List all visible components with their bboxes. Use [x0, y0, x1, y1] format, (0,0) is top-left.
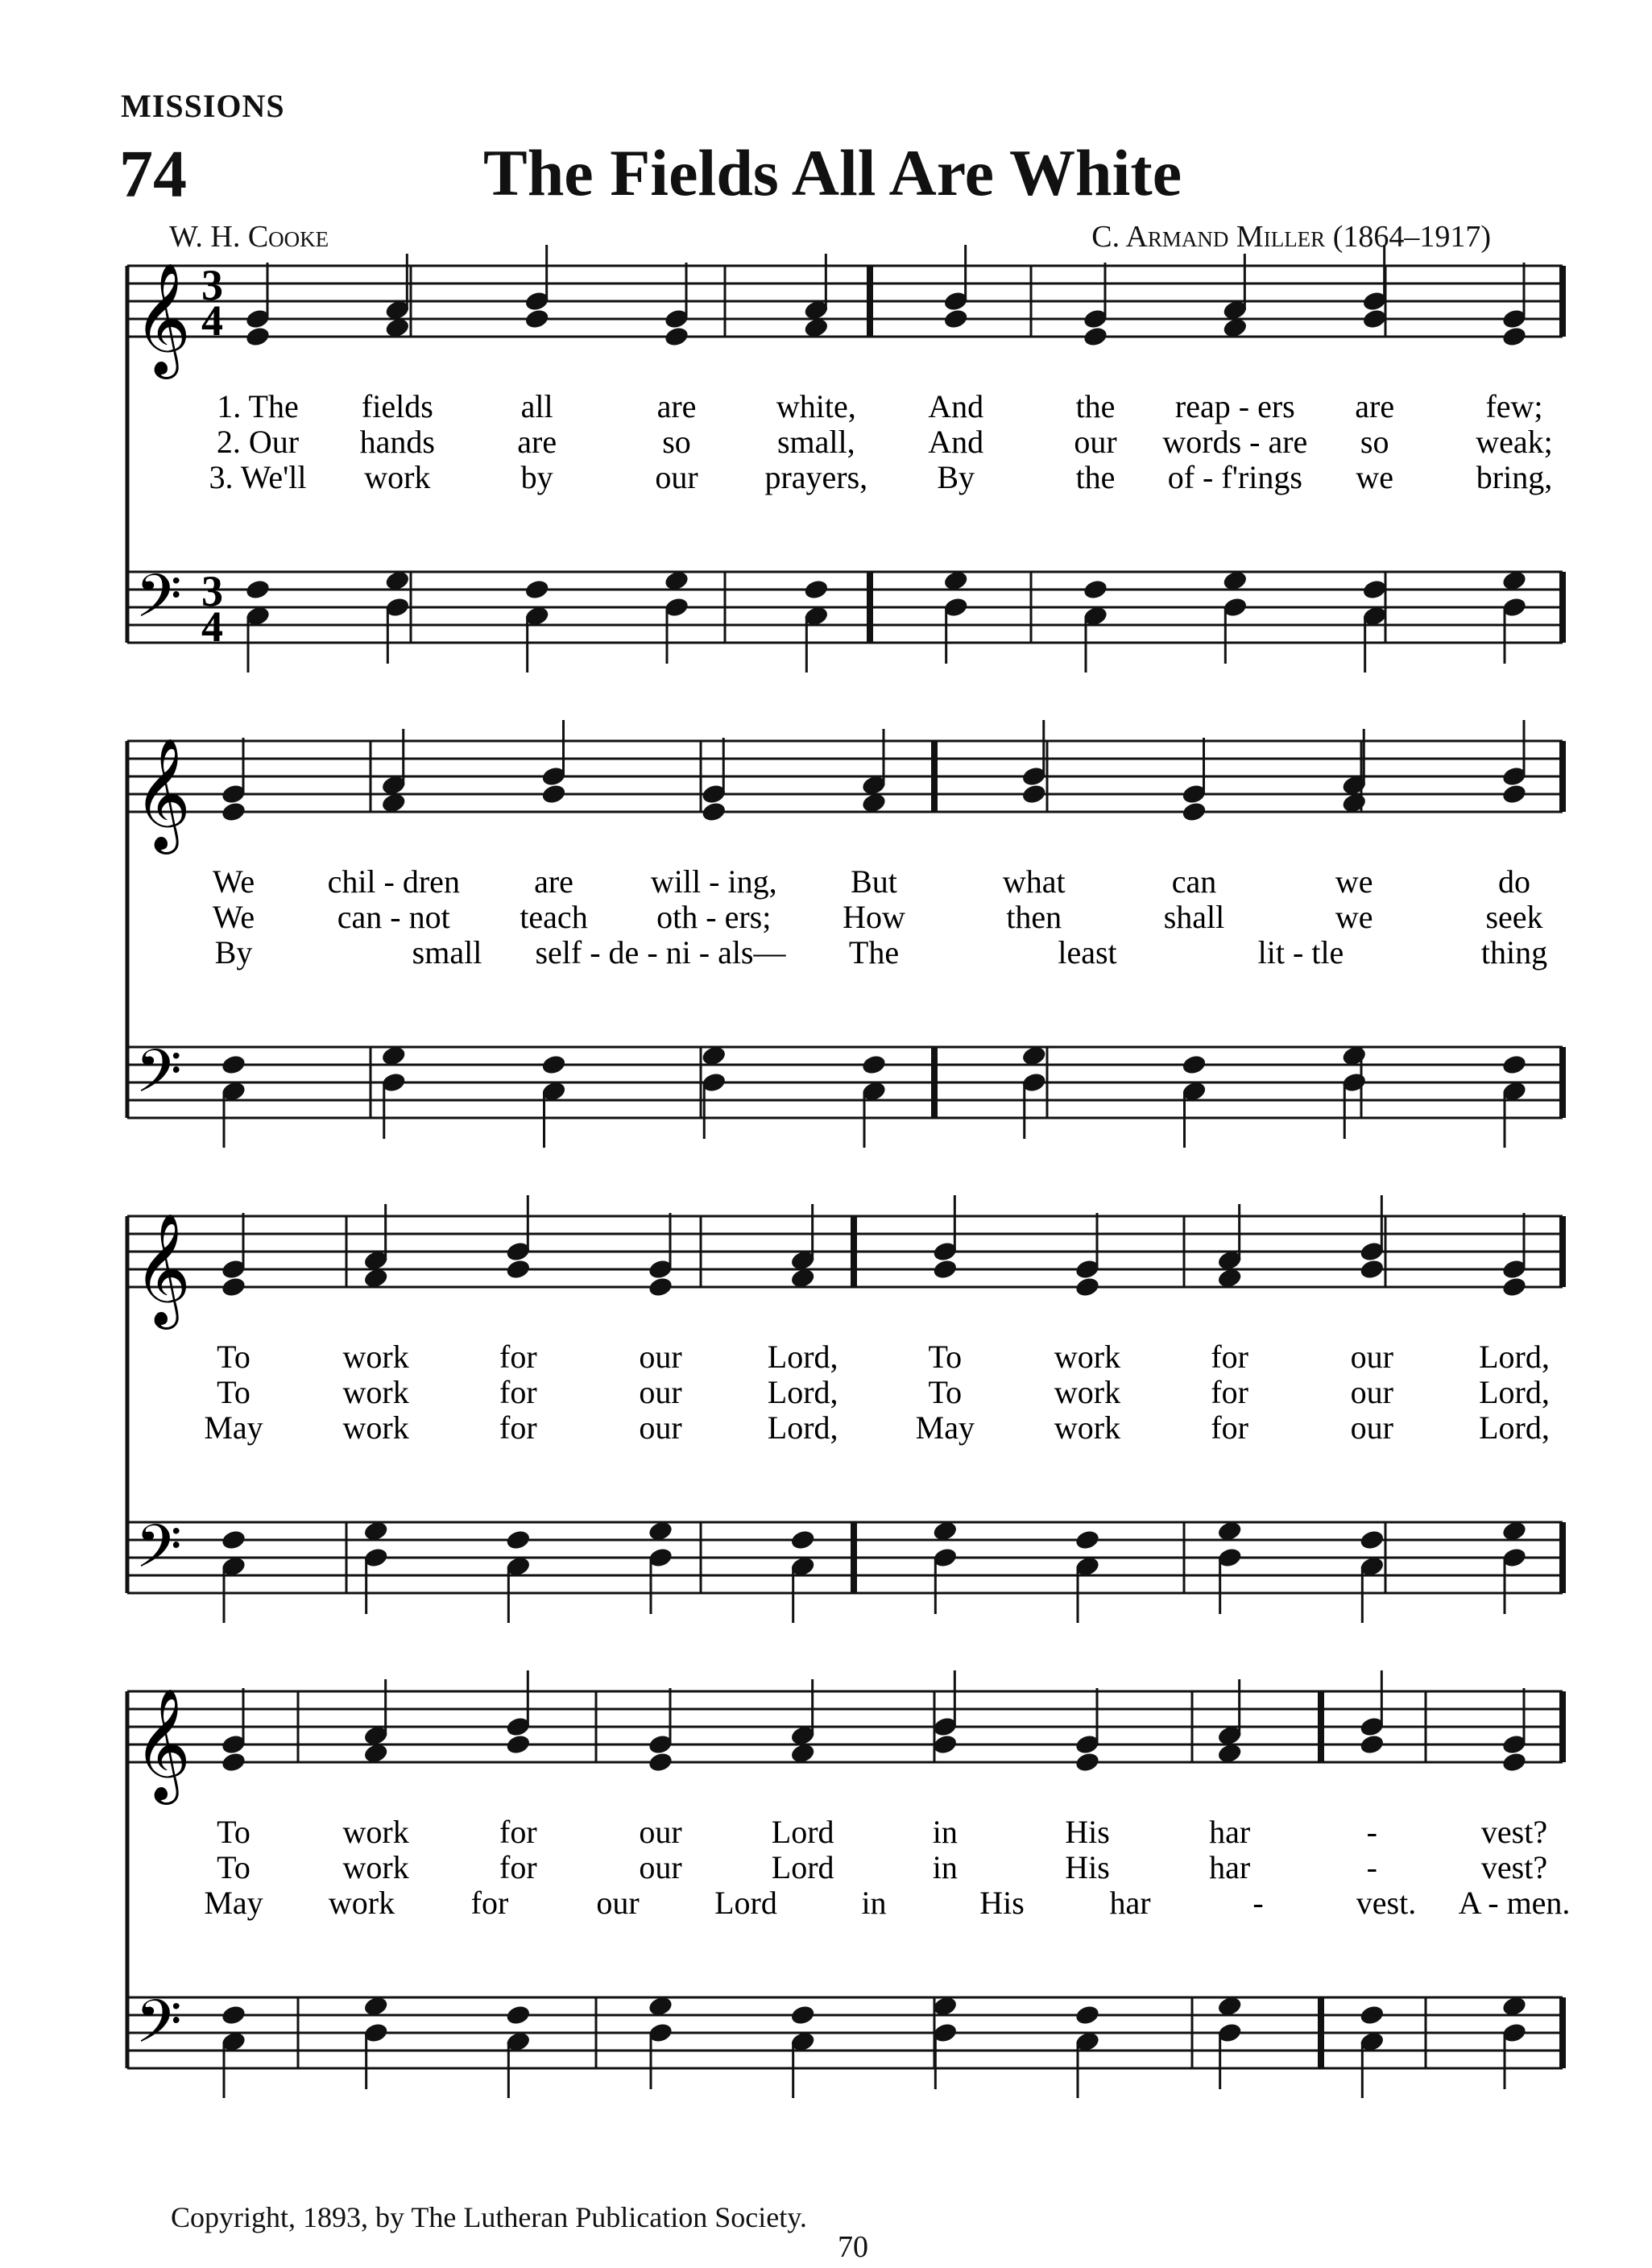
lyric-word: 2. Our [216, 424, 300, 460]
treble-note [1074, 1751, 1100, 1773]
lyric-word: har [1209, 1849, 1251, 1885]
lyric-word: thing [1480, 934, 1548, 971]
bass-note [1359, 2004, 1385, 2026]
treble-clef-icon: 𝄞 [134, 263, 191, 375]
bass-note [803, 578, 830, 601]
treble-note [220, 1276, 246, 1298]
lyric-word: vest. [1356, 1885, 1417, 1921]
bass-note [220, 1053, 246, 1076]
lyric-word: do [1498, 863, 1530, 900]
lyric-word: har [1109, 1885, 1151, 1921]
lyric-word: Lord, [767, 1409, 838, 1446]
treble-note [1361, 308, 1388, 330]
lyric-word: our [1074, 424, 1117, 460]
bass-note [540, 1053, 567, 1076]
music-system-1 [0, 242, 1652, 693]
lyric-word: our [639, 1339, 682, 1375]
lyric-word: work [342, 1849, 409, 1885]
lyric-word: lit - tle [1257, 934, 1344, 971]
lyric-word: all [520, 388, 553, 424]
lyric-word: Lord, [1479, 1339, 1550, 1375]
lyric-word: By [937, 459, 975, 495]
page-number: 70 [838, 2230, 868, 2264]
treble-note [1501, 1276, 1527, 1298]
bass-note [860, 1053, 887, 1076]
lyric-word: will - ing, [650, 863, 777, 900]
lyric-word: vest? [1480, 1849, 1548, 1885]
lyric-word: are [517, 424, 557, 460]
treble-note [1359, 1733, 1385, 1756]
lyric-word: har [1209, 1814, 1251, 1850]
bass-note [220, 2004, 246, 2026]
lyric-word: Lord, [1479, 1374, 1550, 1410]
treble-note [932, 1733, 958, 1756]
lyric-word: our [1350, 1409, 1393, 1446]
treble-note [1501, 1751, 1527, 1773]
lyric-word: teach [520, 899, 588, 935]
lyric-word: work [1054, 1409, 1121, 1446]
bass-clef-icon: 𝄢 [135, 1037, 182, 1121]
treble-note [647, 1276, 673, 1298]
treble-note [647, 1751, 673, 1773]
lyric-word: work [342, 1374, 409, 1410]
lyric-word: the [1075, 459, 1116, 495]
lyric-word: To [217, 1814, 250, 1850]
lyric-word: oth - ers; [656, 899, 772, 935]
treble-note [220, 801, 246, 823]
treble-note [540, 783, 567, 805]
lyric-word: we [1356, 459, 1393, 495]
lyric-word: shall [1163, 899, 1225, 935]
lyric-word: To [928, 1339, 963, 1375]
lyric-word: in [932, 1849, 958, 1885]
composer-credit: C. Armand Miller (1864–1917) [1091, 220, 1491, 254]
lyric-word: 1. The [217, 388, 299, 424]
lyric-word: weak; [1476, 424, 1553, 460]
lyric-word: But [851, 863, 897, 900]
lyric-word: what [1002, 863, 1066, 900]
lyric-word: Lord [714, 1885, 777, 1921]
hymn-title: The Fields All Are White [483, 136, 1182, 209]
bass-note [505, 1529, 532, 1551]
lyric-word: of - f'rings [1167, 459, 1302, 495]
lyric-word: Lord [771, 1849, 834, 1885]
lyric-word: His [979, 1885, 1025, 1921]
bass-note [1074, 2004, 1100, 2026]
lyric-word: His [1065, 1814, 1110, 1850]
lyric-word: And [928, 424, 984, 460]
treble-note [701, 801, 727, 823]
treble-note [1359, 1258, 1385, 1281]
author-credit: W. H. Cooke [169, 220, 329, 254]
lyric-word: Lord [771, 1814, 834, 1850]
time-signature-bottom: 4 [201, 602, 223, 651]
lyric-word: we [1335, 863, 1373, 900]
time-signature-bottom: 4 [201, 296, 223, 345]
bass-note [789, 2004, 816, 2026]
time-signature-top: 3 [201, 261, 223, 309]
lyric-block [213, 863, 1547, 971]
lyric-word: for [470, 1885, 509, 1921]
bass-note [244, 578, 271, 601]
lyric-word: To [217, 1374, 250, 1410]
lyric-word: for [499, 1374, 537, 1410]
lyric-word: - [1252, 1885, 1264, 1921]
lyric-word: A - men. [1458, 1885, 1571, 1921]
lyric-word: To [928, 1374, 963, 1410]
lyric-word: work [328, 1885, 395, 1921]
lyric-word: work [342, 1339, 409, 1375]
treble-note [1501, 783, 1527, 805]
lyric-word: our [639, 1814, 682, 1850]
treble-note [1501, 325, 1527, 348]
lyric-word: our [655, 459, 698, 495]
lyric-word: for [1211, 1409, 1248, 1446]
lyric-word: Lord, [767, 1374, 838, 1410]
lyric-word: for [499, 1339, 537, 1375]
bass-note [1359, 1529, 1385, 1551]
lyric-word: in [932, 1814, 958, 1850]
lyric-word: small, [776, 424, 855, 460]
lyric-word: bring, [1476, 459, 1553, 495]
lyric-word: Lord, [767, 1339, 838, 1375]
lyric-word: May [204, 1885, 263, 1921]
treble-note [244, 325, 271, 348]
lyric-word: work [342, 1409, 409, 1446]
lyric-word: are [1355, 388, 1395, 424]
lyric-word: by [520, 459, 553, 495]
treble-clef-icon: 𝄞 [134, 738, 191, 850]
lyric-word: small [412, 934, 482, 971]
treble-note [505, 1733, 532, 1756]
treble-note [1021, 783, 1047, 805]
lyric-word: then [1006, 899, 1062, 935]
bass-note [505, 2004, 532, 2026]
treble-note [663, 325, 689, 348]
lyric-word: 3. We'll [209, 459, 307, 495]
treble-clef-icon: 𝄞 [134, 1213, 191, 1325]
lyric-word: so [1360, 424, 1389, 460]
lyric-word: our [596, 1885, 640, 1921]
lyric-block [204, 1339, 1550, 1446]
treble-note [1181, 801, 1207, 823]
lyric-word: least [1058, 934, 1117, 971]
lyric-word: May [915, 1409, 975, 1446]
treble-note [505, 1258, 532, 1281]
lyric-word: our [1350, 1374, 1393, 1410]
lyric-word: We [212, 863, 255, 900]
lyric-word: few; [1485, 388, 1543, 424]
bass-note [1082, 578, 1108, 601]
lyric-word: - [1366, 1814, 1377, 1850]
treble-note [932, 1258, 958, 1281]
section-label: MISSIONS [121, 88, 285, 124]
music-system-4 [0, 1667, 1652, 2183]
treble-note [1074, 1276, 1100, 1298]
bass-note [524, 578, 550, 601]
bass-note [1501, 1053, 1527, 1076]
lyric-word: To [217, 1339, 250, 1375]
music-system-3 [0, 1192, 1652, 1643]
copyright-notice: Copyright, 1893, by The Lutheran Publication Society. [171, 2201, 807, 2233]
lyric-word: our [639, 1849, 682, 1885]
lyric-word: can - not [337, 899, 450, 935]
bass-note [789, 1529, 816, 1551]
lyric-word: By [214, 934, 253, 971]
lyric-word: can [1171, 863, 1217, 900]
lyric-word: chil - dren [327, 863, 460, 900]
lyric-block [209, 388, 1552, 495]
lyric-word: fields [361, 388, 433, 424]
lyric-word: prayers, [764, 459, 868, 495]
lyric-word: seek [1485, 899, 1543, 935]
lyric-word: words - are [1162, 424, 1308, 460]
treble-note [942, 308, 969, 330]
bass-clef-icon: 𝄢 [135, 561, 182, 646]
treble-note [1082, 325, 1108, 348]
bass-note [1074, 1529, 1100, 1551]
lyric-word: for [1211, 1374, 1248, 1410]
hymn-number: 74 [119, 137, 187, 212]
lyric-word: are [656, 388, 697, 424]
bass-note [1181, 1053, 1207, 1076]
bass-note [1361, 578, 1388, 601]
lyric-word: Lord, [1479, 1409, 1550, 1446]
lyric-word: - [1366, 1849, 1377, 1885]
bass-note [220, 1529, 246, 1551]
lyric-word: for [499, 1814, 537, 1850]
lyric-word: We [212, 899, 255, 935]
lyric-word: so [662, 424, 691, 460]
lyric-word: for [499, 1849, 537, 1885]
lyric-word: we [1335, 899, 1373, 935]
lyric-block [204, 1814, 1570, 1921]
lyric-word: our [1350, 1339, 1393, 1375]
lyric-word: And [928, 388, 984, 424]
lyric-word: work [1054, 1339, 1121, 1375]
treble-clef-icon: 𝄞 [134, 1688, 191, 1800]
treble-note [524, 308, 550, 330]
lyric-word: hands [359, 424, 435, 460]
lyric-word: for [1211, 1339, 1248, 1375]
bass-clef-icon: 𝄢 [135, 1987, 182, 2071]
lyric-word: His [1065, 1849, 1110, 1885]
treble-note [220, 1751, 246, 1773]
lyric-word: May [204, 1409, 263, 1446]
lyric-word: work [342, 1814, 409, 1850]
lyric-word: the [1075, 388, 1116, 424]
lyric-word: white, [776, 388, 856, 424]
lyric-word: reap - ers [1174, 388, 1295, 424]
lyric-word: The [848, 934, 900, 971]
lyric-word: How [843, 899, 905, 935]
lyric-word: are [534, 863, 573, 900]
lyric-word: our [639, 1409, 682, 1446]
lyric-word: in [861, 1885, 887, 1921]
lyric-word: our [639, 1374, 682, 1410]
lyric-word: work [1054, 1374, 1121, 1410]
lyric-word: vest? [1480, 1814, 1548, 1850]
lyric-word: work [364, 459, 431, 495]
lyric-word: for [499, 1409, 537, 1446]
time-signature-top: 3 [201, 567, 223, 615]
music-system-2 [0, 717, 1652, 1168]
lyric-word: self - de - ni - als— [535, 934, 786, 971]
lyric-word: To [217, 1849, 250, 1885]
bass-clef-icon: 𝄢 [135, 1512, 182, 1596]
